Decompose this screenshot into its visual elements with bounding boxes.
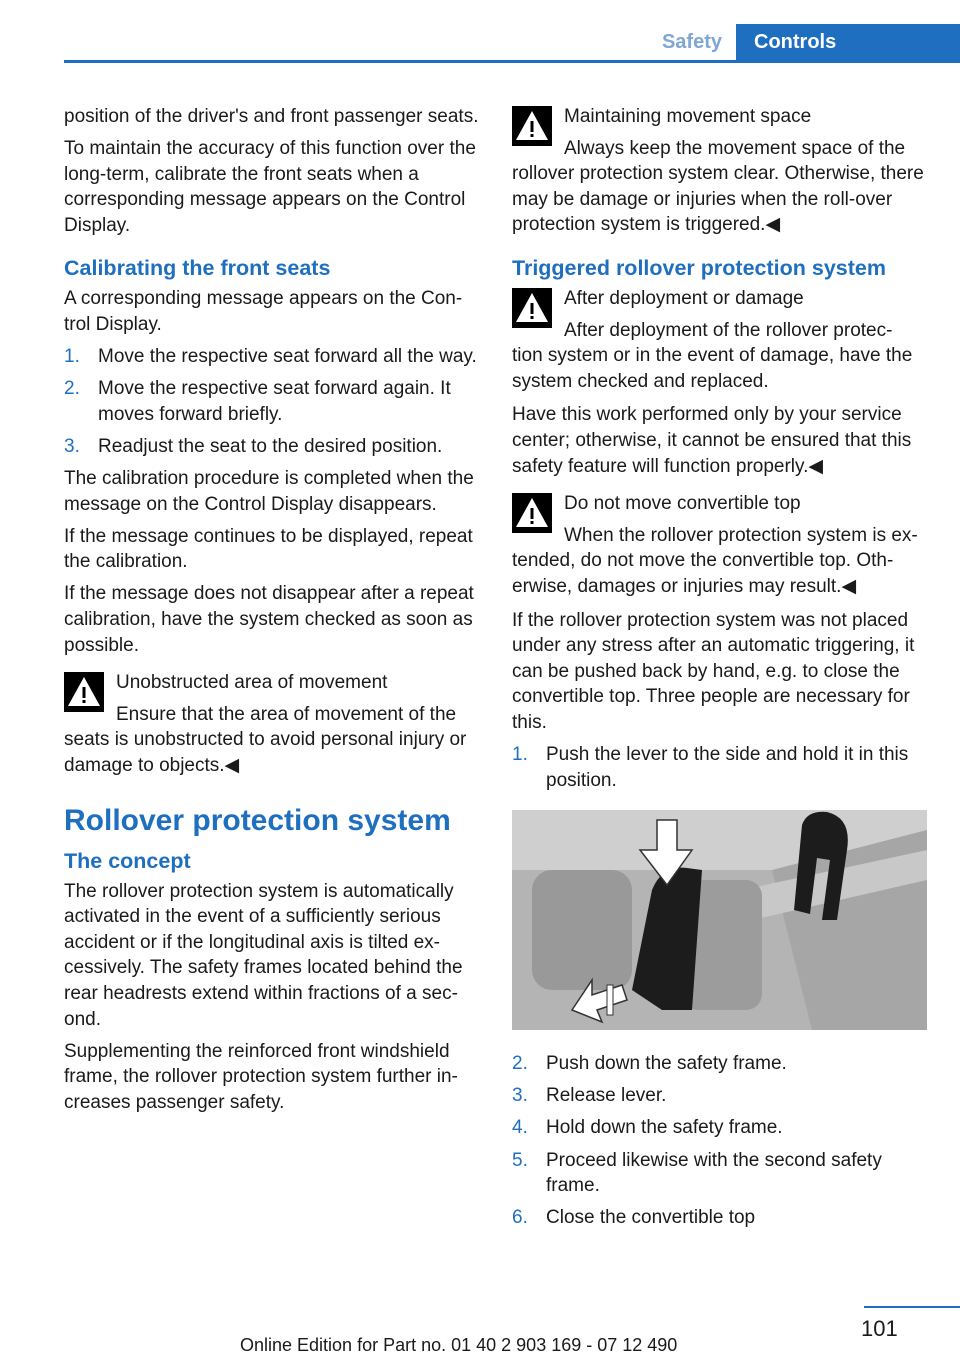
warning-box xyxy=(512,286,932,394)
warning-text: Ensure that the area of movement of the xyxy=(116,703,457,725)
list-item xyxy=(64,376,484,427)
paragraph: If the message continues to be displayed, repeat the calibration. xyxy=(64,525,473,573)
warning-title: After deployment or damage xyxy=(564,287,804,309)
step-text: Proceed likewise with the second safety frame. xyxy=(546,1149,882,1197)
warning-icon xyxy=(64,672,104,712)
paragraph: position of the driver's and front passenger seats. xyxy=(64,106,479,127)
step-number: 5. xyxy=(512,1149,528,1171)
list-item xyxy=(512,1115,932,1141)
paragraph: Have this work performed only by your service center; otherwise, it cannot be ensured that this safety feature will function properly.◀ xyxy=(512,404,912,477)
warning-text: After deployment of the rollover protec‐ xyxy=(564,319,893,341)
step-text: Readjust the seat to the desired position. xyxy=(98,435,443,457)
step-number: 1. xyxy=(64,346,80,368)
paragraph: The rollover protection system is automatically activated in the event of a sufficiently serious accident or if the longitudinal axis is tilted ex‐cessively. The safety frames located behind the rear headrests extend within fractions of a sec‐ond. xyxy=(64,880,463,1030)
warning-box xyxy=(512,491,932,599)
tab-controls[interactable]: Controls xyxy=(736,24,960,62)
heading-rollover: Rollover protection system xyxy=(64,803,451,837)
paragraph: The calibration procedure is completed when the message on the Control Display disappears. xyxy=(64,468,474,515)
step-number: 1. xyxy=(512,743,528,765)
right-column xyxy=(512,104,932,1237)
calibration-steps xyxy=(64,344,484,459)
rollover-frame-photo xyxy=(512,810,927,1030)
paragraph: If the message does not disappear after a repeat calibration, have the system checked as soon as possible. xyxy=(64,583,474,656)
warning-text: When the rollover protection system is ex‐ xyxy=(564,524,918,546)
step-text: Release lever. xyxy=(546,1085,667,1107)
step-text: Move the respective seat forward all the way. xyxy=(98,346,477,368)
list-item xyxy=(512,742,932,793)
step-text: Push the lever to the side and hold it in this position. xyxy=(546,743,909,791)
warning-title: Unobstructed area of movement xyxy=(116,672,388,694)
page-number: 101 xyxy=(861,1316,898,1341)
footer-rule xyxy=(864,1306,960,1308)
paragraph: A corresponding message appears on the Con‐trol Display. xyxy=(64,288,463,336)
header-tabs xyxy=(662,24,960,62)
step-number: 6. xyxy=(512,1207,528,1229)
paragraph: To maintain the accuracy of this function over the long-term, calibrate the front seats when a corresponding message appears on the Control Display. xyxy=(64,138,476,236)
warning-text: tion system or in the event of damage, have the system checked and replaced. xyxy=(512,345,913,392)
step-number: 4. xyxy=(512,1117,528,1139)
warning-title: Do not move convertible top xyxy=(564,493,801,515)
warning-title: Maintaining movement space xyxy=(564,106,812,127)
warning-text: rollover protection system clear. Otherwise, there may be damage or injuries when the roll‐over protection system is triggered.◀ xyxy=(512,163,924,236)
step-text: Hold down the safety frame. xyxy=(546,1117,783,1139)
warning-box xyxy=(512,104,932,238)
tab-safety[interactable]: Safety xyxy=(661,31,722,53)
step-number: 3. xyxy=(64,435,80,457)
push-back-steps xyxy=(512,742,932,793)
step-text: Close the convertible top xyxy=(546,1207,756,1229)
warning-icon xyxy=(512,493,552,533)
paragraph: Supplementing the reinforced front windshield frame, the rollover protection system further in‐creases passenger safety. xyxy=(64,1040,458,1113)
paragraph: If the rollover protection system was not placed under any stress after an automatic triggering, it can be pushed back by hand, e.g. to close the convertible top. Three people are necessary for this. xyxy=(512,609,915,733)
step-number: 2. xyxy=(64,378,80,400)
list-item xyxy=(512,1148,932,1199)
footer-edition: Online Edition for Part no. 01 40 2 903 169 - 07 12 490 xyxy=(240,1335,678,1355)
step-text: Move the respective seat forward again. It moves forward briefly. xyxy=(98,378,451,425)
list-item xyxy=(512,1083,932,1109)
list-item xyxy=(64,344,484,370)
step-text: Push down the safety frame. xyxy=(546,1053,787,1075)
heading-calibrating: Calibrating the front seats xyxy=(64,256,331,281)
warning-icon xyxy=(512,106,552,146)
header-rule xyxy=(64,60,960,63)
step-number: 3. xyxy=(512,1085,528,1107)
step-number: 2. xyxy=(512,1053,528,1075)
warning-text: tended, do not move the convertible top. Oth‐erwise, damages or injuries may result.◀ xyxy=(512,550,894,597)
list-item xyxy=(64,434,484,460)
warning-text: Always keep the movement space of the xyxy=(564,137,906,159)
left-column xyxy=(64,104,484,1122)
heading-concept: The concept xyxy=(64,848,191,873)
warning-text: seats is unobstructed to avoid personal injury or damage to objects.◀ xyxy=(64,729,467,776)
warning-icon xyxy=(512,288,552,328)
warning-box xyxy=(64,670,484,778)
list-item xyxy=(512,1051,932,1077)
list-item xyxy=(512,1205,932,1231)
heading-triggered: Triggered rollover protection system xyxy=(512,255,886,280)
push-back-steps-continued xyxy=(512,1051,932,1231)
